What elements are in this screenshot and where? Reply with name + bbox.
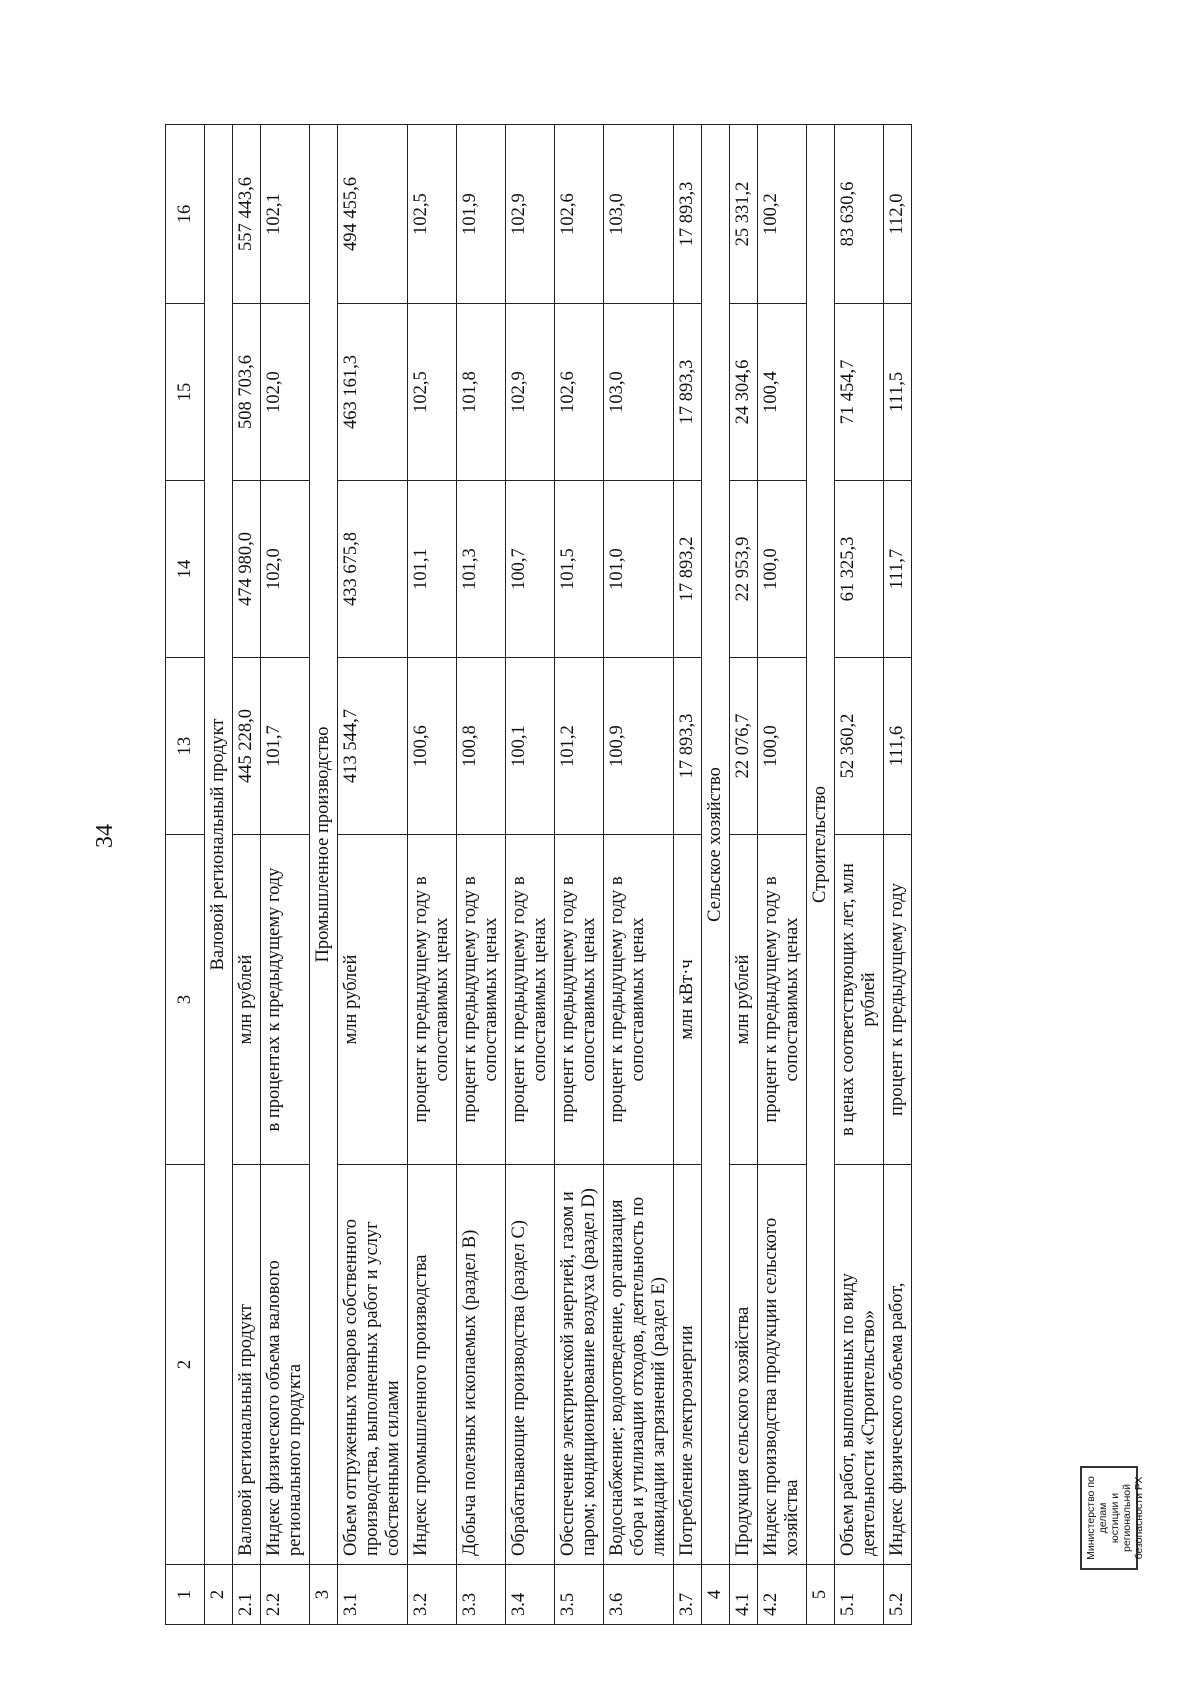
- value-col-15: 463 161,3: [338, 304, 408, 481]
- unit-of-measure: млн рублей: [338, 835, 408, 1165]
- value-col-13: 101,7: [261, 658, 310, 835]
- value-col-16: 112,0: [884, 125, 912, 304]
- unit-of-measure: процент к предыдущему году в сопоставимых ценах: [758, 835, 807, 1165]
- column-header: 3: [166, 835, 205, 1165]
- value-col-14: 100,0: [758, 481, 807, 658]
- value-col-15: 102,5: [408, 304, 457, 481]
- value-col-13: 100,0: [758, 658, 807, 835]
- value-col-16: 494 455,6: [338, 125, 408, 304]
- value-col-14: 111,7: [884, 481, 912, 658]
- table-row: [408, 125, 457, 1625]
- unit-of-measure: в ценах соответствующих лет, млн рублей: [835, 835, 884, 1165]
- row-number: 5.1: [835, 1565, 884, 1625]
- value-col-13: 100,8: [457, 658, 506, 835]
- unit-of-measure: млн кВт·ч: [674, 835, 702, 1165]
- value-col-13: 52 360,2: [835, 658, 884, 835]
- table-row: [233, 125, 261, 1625]
- row-number: 3.3: [457, 1565, 506, 1625]
- section-row: [310, 125, 338, 1625]
- row-number: 4.1: [730, 1565, 758, 1625]
- value-col-15: 24 304,6: [730, 304, 758, 481]
- value-col-13: 100,9: [604, 658, 674, 835]
- table-row: [758, 125, 807, 1625]
- value-col-13: 100,1: [506, 658, 555, 835]
- value-col-15: 101,8: [457, 304, 506, 481]
- column-header: 16: [166, 125, 205, 304]
- value-col-15: 102,0: [261, 304, 310, 481]
- column-header: 14: [166, 481, 205, 658]
- table-row: [604, 125, 674, 1625]
- value-col-15: 100,4: [758, 304, 807, 481]
- value-col-16: 102,9: [506, 125, 555, 304]
- table-row: [730, 125, 758, 1625]
- section-title: Валовой региональный продукт: [205, 125, 233, 1565]
- table-row: [555, 125, 604, 1625]
- unit-of-measure: процент к предыдущему году в сопоставимых ценах: [604, 835, 674, 1165]
- indicator-name: Индекс производства продукции сельского хозяйства: [758, 1165, 807, 1565]
- value-col-14: 17 893,2: [674, 481, 702, 658]
- value-col-14: 100,7: [506, 481, 555, 658]
- value-col-16: 103,0: [604, 125, 674, 304]
- value-col-14: 101,0: [604, 481, 674, 658]
- unit-of-measure: процент к предыдущему году в сопоставимых ценах: [506, 835, 555, 1165]
- indicator-name: Продукция сельского хозяйства: [730, 1165, 758, 1565]
- value-col-13: 111,6: [884, 658, 912, 835]
- row-number: 3.7: [674, 1565, 702, 1625]
- value-col-14: 474 980,0: [233, 481, 261, 658]
- stamp-line: безопасности РХ: [1133, 1476, 1145, 1560]
- indicator-name: Водоснабжение; водоотведение, организация сбора и утилизации отходов, деятельность по ликвидации загрязнений (раздел E): [604, 1165, 674, 1565]
- table-row: [338, 125, 408, 1625]
- value-col-16: 557 443,6: [233, 125, 261, 304]
- value-col-16: 101,9: [457, 125, 506, 304]
- unit-of-measure: процент к предыдущему году: [884, 835, 912, 1165]
- column-header: 2: [166, 1165, 205, 1565]
- value-col-14: 101,1: [408, 481, 457, 658]
- row-number: 5: [807, 1565, 835, 1625]
- row-number: 2.2: [261, 1565, 310, 1625]
- row-number: 3.6: [604, 1565, 674, 1625]
- section-title: Сельское хозяйство: [702, 125, 730, 1565]
- value-col-13: 413 544,7: [338, 658, 408, 835]
- row-number: 3.2: [408, 1565, 457, 1625]
- column-header: 15: [166, 304, 205, 481]
- table-row: [506, 125, 555, 1625]
- column-header: 1: [166, 1565, 205, 1625]
- table-row: [674, 125, 702, 1625]
- unit-of-measure: процент к предыдущему году в сопоставимых ценах: [457, 835, 506, 1165]
- table-body: [205, 125, 912, 1625]
- indicator-name: Потребление электроэнергии: [674, 1165, 702, 1565]
- indicator-name: Объем отгруженных товаров собственного производства, выполненных работ и услуг собственными силами: [338, 1165, 408, 1565]
- value-col-13: 100,6: [408, 658, 457, 835]
- indicator-name: Индекс физического объема работ,: [884, 1165, 912, 1565]
- value-col-14: 101,3: [457, 481, 506, 658]
- value-col-15: 102,9: [506, 304, 555, 481]
- value-col-16: 17 893,3: [674, 125, 702, 304]
- table-row: [261, 125, 310, 1625]
- value-col-14: 22 953,9: [730, 481, 758, 658]
- value-col-13: 445 228,0: [233, 658, 261, 835]
- value-col-13: 101,2: [555, 658, 604, 835]
- table-header-row: [166, 125, 205, 1625]
- value-col-14: 101,5: [555, 481, 604, 658]
- value-col-16: 102,1: [261, 125, 310, 304]
- row-number: 3.4: [506, 1565, 555, 1625]
- indicator-name: Валовой региональный продукт: [233, 1165, 261, 1565]
- row-number: 3.5: [555, 1565, 604, 1625]
- page-number: 34: [92, 824, 118, 848]
- value-col-15: 17 893,3: [674, 304, 702, 481]
- row-number: 2.1: [233, 1565, 261, 1625]
- value-col-16: 83 630,6: [835, 125, 884, 304]
- value-col-13: 22 076,7: [730, 658, 758, 835]
- ministry-stamp: [1080, 1466, 1145, 1570]
- row-number: 5.2: [884, 1565, 912, 1625]
- unit-of-measure: млн рублей: [730, 835, 758, 1165]
- table-row: [457, 125, 506, 1625]
- unit-of-measure: в процентах к предыдущему году: [261, 835, 310, 1165]
- indicator-name: Индекс физического объема валового регионального продукта: [261, 1165, 310, 1565]
- stamp-line: Министерство по делам: [1085, 1476, 1109, 1560]
- value-col-15: 508 703,6: [233, 304, 261, 481]
- row-number: 4.2: [758, 1565, 807, 1625]
- indicator-name: Обеспечение электрической энергией, газом и паром; кондиционирование воздуха (раздел D): [555, 1165, 604, 1565]
- unit-of-measure: процент к предыдущему году в сопоставимых ценах: [408, 835, 457, 1165]
- row-number: 3.1: [338, 1565, 408, 1625]
- row-number: 4: [702, 1565, 730, 1625]
- row-number: 2: [205, 1565, 233, 1625]
- section-title: Промышленное производство: [310, 125, 338, 1565]
- unit-of-measure: процент к предыдущему году в сопоставимых ценах: [555, 835, 604, 1165]
- value-col-16: 25 331,2: [730, 125, 758, 304]
- indicator-name: Добыча полезных ископаемых (раздел B): [457, 1165, 506, 1565]
- indicator-name: Обрабатывающие производства (раздел C): [506, 1165, 555, 1565]
- indicators-table: [165, 124, 912, 1625]
- indicator-name: Объем работ, выполненных по виду деятельности «Строительство»: [835, 1165, 884, 1565]
- unit-of-measure: млн рублей: [233, 835, 261, 1165]
- column-header: 13: [166, 658, 205, 835]
- value-col-13: 17 893,3: [674, 658, 702, 835]
- value-col-15: 111,5: [884, 304, 912, 481]
- value-col-15: 102,6: [555, 304, 604, 481]
- value-col-14: 61 325,3: [835, 481, 884, 658]
- section-row: [807, 125, 835, 1625]
- document-sheet: [165, 125, 1095, 1625]
- value-col-15: 103,0: [604, 304, 674, 481]
- value-col-16: 102,6: [555, 125, 604, 304]
- section-title: Строительство: [807, 125, 835, 1565]
- section-row: [702, 125, 730, 1625]
- stamp-line: юстиции и региональной: [1109, 1484, 1133, 1552]
- value-col-16: 100,2: [758, 125, 807, 304]
- value-col-15: 71 454,7: [835, 304, 884, 481]
- section-row: [205, 125, 233, 1625]
- table-row: [835, 125, 884, 1625]
- row-number: 3: [310, 1565, 338, 1625]
- value-col-16: 102,5: [408, 125, 457, 304]
- value-col-14: 433 675,8: [338, 481, 408, 658]
- value-col-14: 102,0: [261, 481, 310, 658]
- indicator-name: Индекс промышленного производства: [408, 1165, 457, 1565]
- table-row: [884, 125, 912, 1625]
